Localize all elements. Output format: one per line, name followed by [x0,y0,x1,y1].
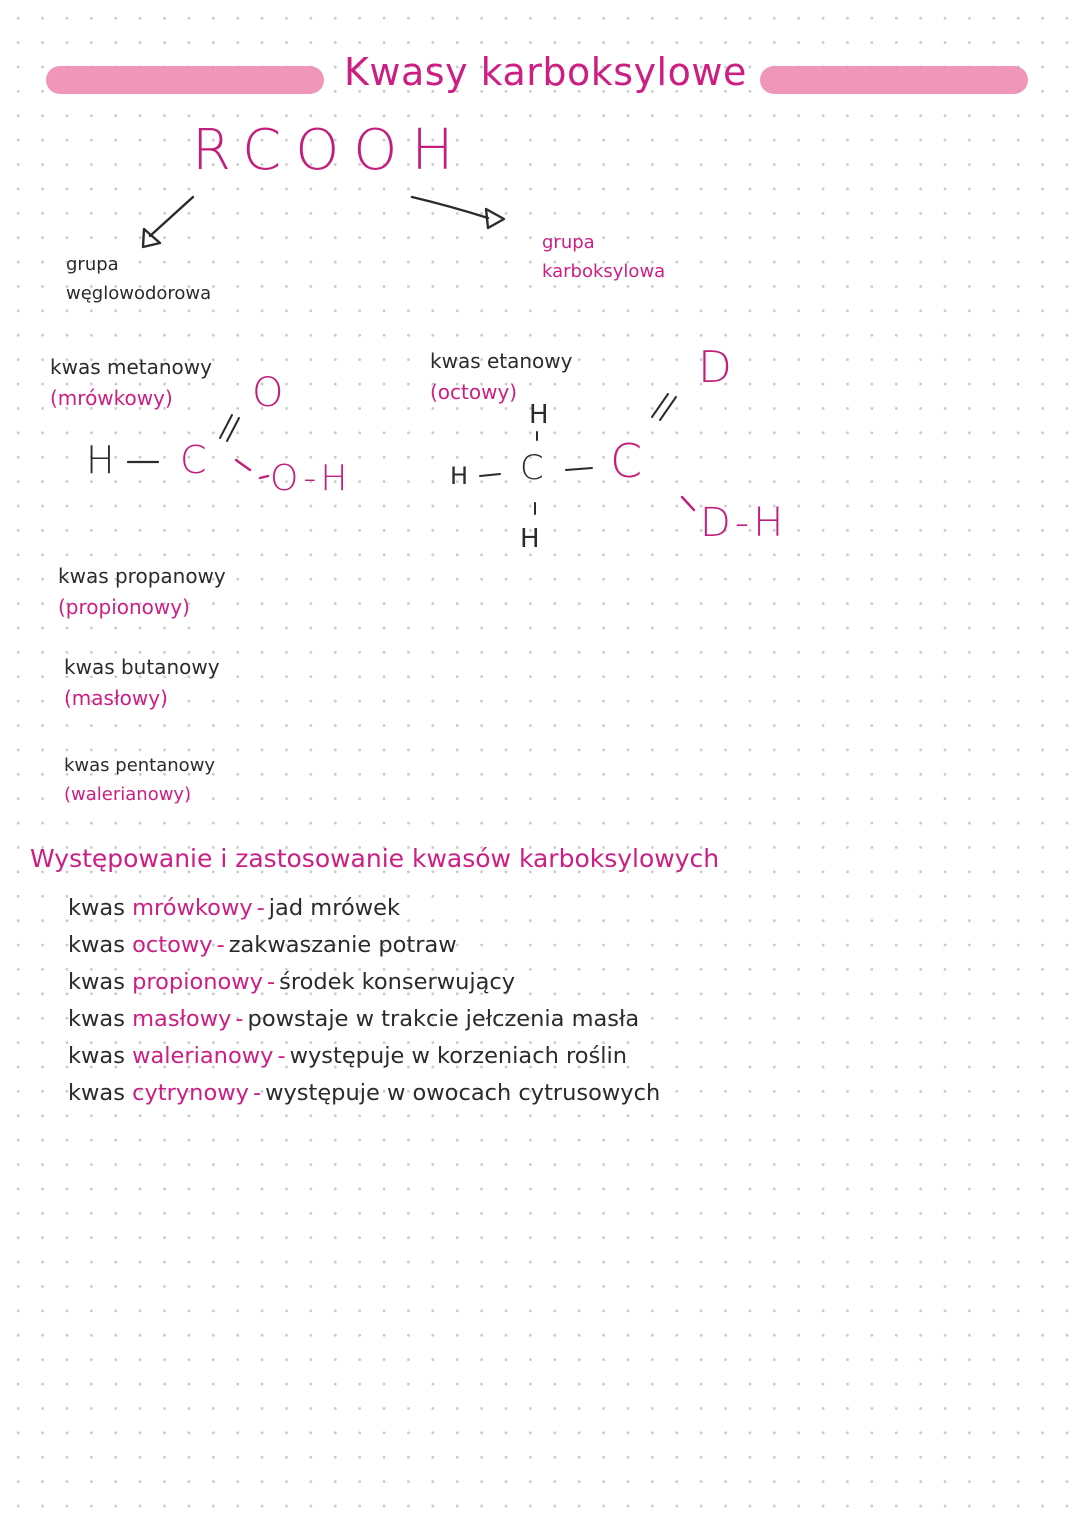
page-title: Kwasy karboksylowe [344,50,747,94]
dash: - [266,969,276,995]
item-acid: masłowy [132,1006,232,1032]
label-line: węglowodorowa [66,283,212,304]
acid-list-item [64,652,220,714]
acid-list-item [58,561,226,623]
acid-name: kwas pentanowy [64,755,216,776]
ethanoic-acid-label [430,346,572,408]
acid-common-name: (masłowy) [64,686,168,710]
formic-o-top: O [252,370,284,416]
acetic-h-bottom: H [520,524,540,554]
item-desc: występuje w owocach cytrusowych [265,1080,661,1106]
item-acid: propionowy [132,969,263,995]
acetic-h-top: H [529,400,549,430]
item-acid: cytrynowy [132,1080,249,1106]
acid-name: kwas metanowy [50,355,212,379]
acetic-oh: D-H [700,500,788,546]
acetic-c1: C [520,448,544,488]
dash: - [235,1006,244,1032]
methanoic-acid-label [50,352,212,414]
formic-h: H [86,438,115,482]
dash: - [277,1043,286,1069]
arrow-right-icon [412,197,488,218]
section-heading: Występowanie i zastosowanie kwasów karboksylowych [30,844,720,873]
item-prefix: kwas [68,1080,125,1106]
formic-oh: O-H [270,458,352,499]
item-desc: powstaje w trakcie jełczenia masła [247,1006,640,1032]
item-desc: zakwaszanie potraw [228,932,457,958]
label-line: grupa [66,254,119,275]
item-acid: walerianowy [132,1043,274,1069]
item-desc: środek konserwujący [279,969,516,995]
item-prefix: kwas [68,969,125,995]
acetic-pink-bonds [682,497,694,510]
acetic-o-top: D [698,342,732,393]
item-prefix: kwas [68,1006,125,1032]
list-item [68,890,660,927]
acid-name: kwas butanowy [64,655,220,679]
dash: - [216,932,225,958]
list-item [68,1001,660,1038]
carboxyl-group-label [542,228,665,286]
item-acid: octowy [132,932,213,958]
label-line: karboksylowa [542,261,666,282]
general-formula: RCOOH [192,118,468,183]
arrow-left-icon [150,197,193,236]
acetic-bonds [480,394,676,514]
label-line: grupa [542,232,595,253]
item-acid: mrówkowy [132,895,253,921]
acetic-h-left: H [450,462,469,490]
dash: - [252,1080,262,1106]
item-prefix: kwas [68,932,125,958]
formic-single-bond [236,460,268,478]
item-prefix: kwas [68,895,125,921]
acid-list-item [64,751,215,809]
hydrocarbon-group-label [66,250,211,308]
acid-common-name: (octowy) [430,380,518,404]
formic-c: C [180,438,207,482]
item-desc: występuje w korzeniach roślin [289,1043,627,1069]
acid-name: kwas etanowy [430,349,573,373]
acid-common-name: (walerianowy) [64,784,192,805]
item-prefix: kwas [68,1043,125,1069]
list-item [68,964,660,1001]
dash: - [256,895,265,921]
acid-name: kwas propanowy [58,564,226,588]
acid-common-name: (mrówkowy) [50,386,173,410]
list-item [68,1038,660,1075]
item-desc: jad mrówek [268,895,400,921]
formic-double-bond [220,415,239,441]
list-item [68,927,660,964]
uses-list [68,890,660,1112]
list-item [68,1075,660,1112]
acetic-c2: C [610,434,643,488]
acid-common-name: (propionowy) [58,595,190,619]
